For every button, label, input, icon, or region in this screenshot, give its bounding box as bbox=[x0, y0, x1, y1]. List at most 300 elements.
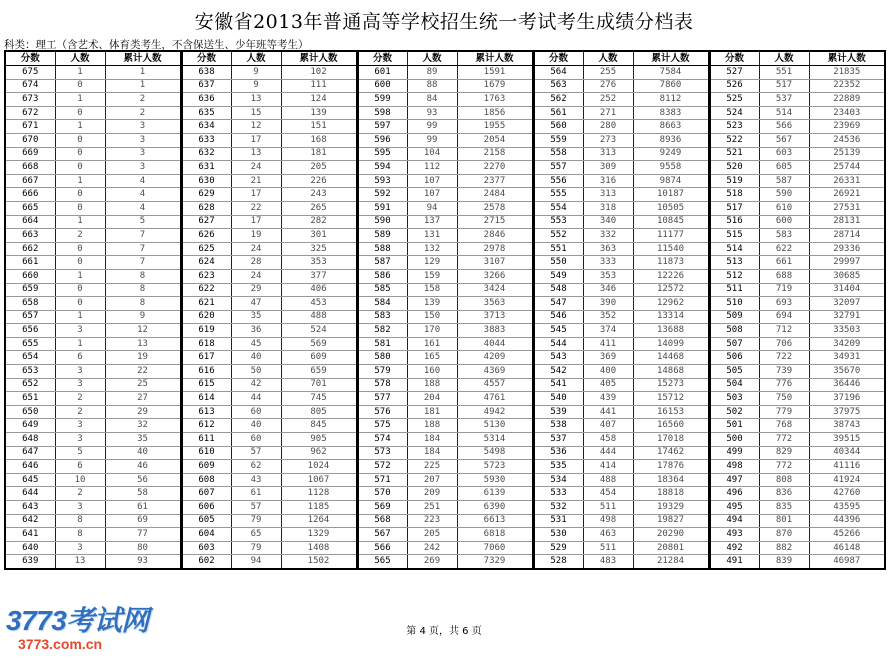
table-cell: 2377 bbox=[457, 174, 533, 188]
table-cell: 181 bbox=[407, 405, 457, 419]
table-cell: 9 bbox=[231, 79, 281, 93]
table-cell: 491 bbox=[709, 555, 759, 569]
table-cell: 522 bbox=[709, 133, 759, 147]
table-row bbox=[5, 541, 885, 555]
table-cell: 18818 bbox=[633, 487, 709, 501]
table-cell: 510 bbox=[709, 297, 759, 311]
table-cell: 24536 bbox=[809, 133, 885, 147]
table-cell: 4761 bbox=[457, 392, 533, 406]
table-row bbox=[5, 269, 885, 283]
table-cell: 511 bbox=[709, 283, 759, 297]
table-cell: 20290 bbox=[633, 528, 709, 542]
table-cell: 12226 bbox=[633, 269, 709, 283]
table-cell: 605 bbox=[181, 514, 231, 528]
table-cell: 514 bbox=[759, 106, 809, 120]
table-row bbox=[5, 297, 885, 311]
table-cell: 496 bbox=[709, 487, 759, 501]
table-cell: 60 bbox=[231, 405, 281, 419]
table-cell: 672 bbox=[5, 106, 55, 120]
table-cell: 325 bbox=[281, 242, 357, 256]
table-cell: 1128 bbox=[281, 487, 357, 501]
table-cell: 829 bbox=[759, 446, 809, 460]
table-cell: 441 bbox=[583, 405, 633, 419]
table-cell: 3 bbox=[55, 433, 105, 447]
table-cell: 523 bbox=[709, 120, 759, 134]
table-cell: 505 bbox=[709, 365, 759, 379]
table-cell: 1185 bbox=[281, 501, 357, 515]
table-cell: 5930 bbox=[457, 473, 533, 487]
table-cell: 29 bbox=[105, 405, 181, 419]
table-cell: 628 bbox=[181, 201, 231, 215]
table-cell: 205 bbox=[407, 528, 457, 542]
table-cell: 22889 bbox=[809, 93, 885, 107]
table-cell: 631 bbox=[181, 161, 231, 175]
table-cell: 14099 bbox=[633, 337, 709, 351]
table-cell: 4044 bbox=[457, 337, 533, 351]
table-body bbox=[5, 66, 885, 569]
table-cell: 586 bbox=[357, 269, 407, 283]
table-cell: 24 bbox=[231, 242, 281, 256]
logo-text: 3773考试网 bbox=[6, 605, 149, 636]
table-cell: 7860 bbox=[633, 79, 709, 93]
table-row bbox=[5, 351, 885, 365]
table-cell: 369 bbox=[583, 351, 633, 365]
table-row bbox=[5, 310, 885, 324]
table-cell: 102 bbox=[281, 66, 357, 80]
table-cell: 8 bbox=[55, 528, 105, 542]
table-cell: 10845 bbox=[633, 215, 709, 229]
table-cell: 551 bbox=[533, 242, 583, 256]
table-cell: 1856 bbox=[457, 106, 533, 120]
table-cell: 58 bbox=[105, 487, 181, 501]
table-cell: 739 bbox=[759, 365, 809, 379]
table-cell: 604 bbox=[181, 528, 231, 542]
table-cell: 280 bbox=[583, 120, 633, 134]
table-cell: 0 bbox=[55, 297, 105, 311]
table-cell: 251 bbox=[407, 501, 457, 515]
table-cell: 544 bbox=[533, 337, 583, 351]
table-cell: 492 bbox=[709, 541, 759, 555]
table-cell: 27 bbox=[105, 392, 181, 406]
table-cell: 530 bbox=[533, 528, 583, 542]
column-header: 分数 bbox=[5, 51, 55, 66]
table-cell: 0 bbox=[55, 133, 105, 147]
table-cell: 79 bbox=[231, 514, 281, 528]
table-cell: 572 bbox=[357, 460, 407, 474]
table-cell: 50 bbox=[231, 365, 281, 379]
table-cell: 7 bbox=[105, 242, 181, 256]
table-row bbox=[5, 501, 885, 515]
table-cell: 0 bbox=[55, 106, 105, 120]
table-cell: 542 bbox=[533, 365, 583, 379]
table-cell: 655 bbox=[5, 337, 55, 351]
table-cell: 610 bbox=[759, 201, 809, 215]
table-cell: 661 bbox=[5, 256, 55, 270]
table-cell: 0 bbox=[55, 79, 105, 93]
table-cell: 453 bbox=[281, 297, 357, 311]
table-cell: 3883 bbox=[457, 324, 533, 338]
table-cell: 444 bbox=[583, 446, 633, 460]
table-cell: 500 bbox=[709, 433, 759, 447]
table-cell: 656 bbox=[5, 324, 55, 338]
table-cell: 2 bbox=[105, 106, 181, 120]
table-cell: 1408 bbox=[281, 541, 357, 555]
table-cell: 620 bbox=[181, 310, 231, 324]
table-cell: 265 bbox=[281, 201, 357, 215]
table-cell: 621 bbox=[181, 297, 231, 311]
table-cell: 9249 bbox=[633, 147, 709, 161]
table-cell: 1067 bbox=[281, 473, 357, 487]
table-cell: 19 bbox=[231, 229, 281, 243]
table-cell: 12962 bbox=[633, 297, 709, 311]
table-row bbox=[5, 365, 885, 379]
table-cell: 139 bbox=[281, 106, 357, 120]
table-cell: 301 bbox=[281, 229, 357, 243]
table-cell: 650 bbox=[5, 405, 55, 419]
table-cell: 537 bbox=[533, 433, 583, 447]
table-cell: 524 bbox=[281, 324, 357, 338]
table-cell: 9 bbox=[231, 66, 281, 80]
table-cell: 276 bbox=[583, 79, 633, 93]
table-cell: 23969 bbox=[809, 120, 885, 134]
table-cell: 627 bbox=[181, 215, 231, 229]
table-cell: 2 bbox=[105, 93, 181, 107]
site-logo[interactable] bbox=[6, 606, 176, 666]
table-cell: 271 bbox=[583, 106, 633, 120]
table-cell: 503 bbox=[709, 392, 759, 406]
table-cell: 99 bbox=[407, 120, 457, 134]
table-cell: 539 bbox=[533, 405, 583, 419]
table-cell: 512 bbox=[709, 269, 759, 283]
table-cell: 0 bbox=[55, 147, 105, 161]
table-cell: 131 bbox=[407, 229, 457, 243]
table-cell: 12572 bbox=[633, 283, 709, 297]
table-cell: 111 bbox=[281, 79, 357, 93]
table-row bbox=[5, 419, 885, 433]
table-cell: 570 bbox=[357, 487, 407, 501]
table-cell: 660 bbox=[5, 269, 55, 283]
table-cell: 7 bbox=[105, 229, 181, 243]
table-row bbox=[5, 473, 885, 487]
table-cell: 24 bbox=[231, 269, 281, 283]
table-cell: 407 bbox=[583, 419, 633, 433]
table-cell: 534 bbox=[533, 473, 583, 487]
table-cell: 18364 bbox=[633, 473, 709, 487]
table-cell: 538 bbox=[533, 419, 583, 433]
table-cell: 406 bbox=[281, 283, 357, 297]
table-cell: 25744 bbox=[809, 161, 885, 175]
table-cell: 661 bbox=[759, 256, 809, 270]
table-row bbox=[5, 93, 885, 107]
table-cell: 663 bbox=[5, 229, 55, 243]
table-row bbox=[5, 487, 885, 501]
table-cell: 26331 bbox=[809, 174, 885, 188]
table-cell: 521 bbox=[709, 147, 759, 161]
table-cell: 353 bbox=[583, 269, 633, 283]
table-cell: 515 bbox=[709, 229, 759, 243]
table-row bbox=[5, 66, 885, 80]
table-cell: 600 bbox=[759, 215, 809, 229]
table-cell: 608 bbox=[181, 473, 231, 487]
table-cell: 46 bbox=[105, 460, 181, 474]
table-cell: 29 bbox=[231, 283, 281, 297]
table-cell: 638 bbox=[181, 66, 231, 80]
table-cell: 43595 bbox=[809, 501, 885, 515]
table-cell: 36 bbox=[231, 324, 281, 338]
table-cell: 3563 bbox=[457, 297, 533, 311]
table-cell: 5 bbox=[55, 446, 105, 460]
table-cell: 22 bbox=[231, 201, 281, 215]
table-cell: 33503 bbox=[809, 324, 885, 338]
table-cell: 6139 bbox=[457, 487, 533, 501]
table-row bbox=[5, 79, 885, 93]
table-cell: 1024 bbox=[281, 460, 357, 474]
table-cell: 9874 bbox=[633, 174, 709, 188]
table-cell: 0 bbox=[55, 283, 105, 297]
table-cell: 623 bbox=[181, 269, 231, 283]
table-cell: 587 bbox=[357, 256, 407, 270]
column-header: 人数 bbox=[759, 51, 809, 66]
table-cell: 610 bbox=[181, 446, 231, 460]
logo-url: 3773.com.cn bbox=[18, 636, 103, 652]
table-cell: 750 bbox=[759, 392, 809, 406]
table-cell: 313 bbox=[583, 147, 633, 161]
table-cell: 1264 bbox=[281, 514, 357, 528]
table-cell: 31404 bbox=[809, 283, 885, 297]
table-cell: 414 bbox=[583, 460, 633, 474]
table-cell: 2 bbox=[55, 392, 105, 406]
table-cell: 701 bbox=[281, 378, 357, 392]
table-cell: 590 bbox=[357, 215, 407, 229]
table-cell: 8383 bbox=[633, 106, 709, 120]
table-cell: 13 bbox=[231, 93, 281, 107]
table-cell: 37975 bbox=[809, 405, 885, 419]
table-cell: 25139 bbox=[809, 147, 885, 161]
table-cell: 719 bbox=[759, 283, 809, 297]
table-cell: 577 bbox=[357, 392, 407, 406]
table-cell: 17 bbox=[231, 133, 281, 147]
table-cell: 514 bbox=[709, 242, 759, 256]
table-cell: 29997 bbox=[809, 256, 885, 270]
table-cell: 1 bbox=[55, 269, 105, 283]
table-cell: 637 bbox=[181, 79, 231, 93]
table-cell: 36446 bbox=[809, 378, 885, 392]
table-cell: 352 bbox=[583, 310, 633, 324]
table-cell: 3107 bbox=[457, 256, 533, 270]
table-cell: 13 bbox=[55, 555, 105, 569]
table-cell: 3 bbox=[55, 541, 105, 555]
table-cell: 595 bbox=[357, 147, 407, 161]
table-row bbox=[5, 201, 885, 215]
table-cell: 4942 bbox=[457, 405, 533, 419]
table-cell: 808 bbox=[759, 473, 809, 487]
table-row bbox=[5, 120, 885, 134]
table-cell: 666 bbox=[5, 188, 55, 202]
table-cell: 15 bbox=[231, 106, 281, 120]
table-cell: 558 bbox=[533, 147, 583, 161]
table-cell: 16560 bbox=[633, 419, 709, 433]
table-cell: 79 bbox=[231, 541, 281, 555]
table-cell: 6818 bbox=[457, 528, 533, 542]
table-cell: 589 bbox=[357, 229, 407, 243]
table-cell: 497 bbox=[709, 473, 759, 487]
table-cell: 8112 bbox=[633, 93, 709, 107]
table-cell: 590 bbox=[759, 188, 809, 202]
table-cell: 528 bbox=[533, 555, 583, 569]
table-cell: 34209 bbox=[809, 337, 885, 351]
table-cell: 598 bbox=[357, 106, 407, 120]
table-cell: 779 bbox=[759, 405, 809, 419]
table-cell: 2054 bbox=[457, 133, 533, 147]
table-cell: 17 bbox=[231, 188, 281, 202]
table-cell: 506 bbox=[709, 351, 759, 365]
table-cell: 34931 bbox=[809, 351, 885, 365]
table-cell: 112 bbox=[407, 161, 457, 175]
table-cell: 11873 bbox=[633, 256, 709, 270]
table-cell: 614 bbox=[181, 392, 231, 406]
table-cell: 17018 bbox=[633, 433, 709, 447]
table-cell: 706 bbox=[759, 337, 809, 351]
table-cell: 611 bbox=[181, 433, 231, 447]
table-cell: 41116 bbox=[809, 460, 885, 474]
table-cell: 668 bbox=[5, 161, 55, 175]
table-cell: 962 bbox=[281, 446, 357, 460]
page-number: 第 4 页，共 6 页 bbox=[406, 626, 482, 637]
table-cell: 223 bbox=[407, 514, 457, 528]
table-cell: 563 bbox=[533, 79, 583, 93]
table-cell: 654 bbox=[5, 351, 55, 365]
table-cell: 14868 bbox=[633, 365, 709, 379]
table-cell: 546 bbox=[533, 310, 583, 324]
table-cell: 675 bbox=[5, 66, 55, 80]
table-cell: 641 bbox=[5, 528, 55, 542]
table-cell: 603 bbox=[181, 541, 231, 555]
table-cell: 5130 bbox=[457, 419, 533, 433]
table-cell: 613 bbox=[181, 405, 231, 419]
table-cell: 28131 bbox=[809, 215, 885, 229]
table-cell: 184 bbox=[407, 446, 457, 460]
table-cell: 712 bbox=[759, 324, 809, 338]
table-cell: 24 bbox=[231, 161, 281, 175]
table-cell: 5723 bbox=[457, 460, 533, 474]
table-cell: 592 bbox=[357, 188, 407, 202]
table-cell: 625 bbox=[181, 242, 231, 256]
table-cell: 400 bbox=[583, 365, 633, 379]
table-cell: 517 bbox=[709, 201, 759, 215]
table-cell: 517 bbox=[759, 79, 809, 93]
table-cell: 377 bbox=[281, 269, 357, 283]
table-cell: 88 bbox=[407, 79, 457, 93]
table-cell: 137 bbox=[407, 215, 457, 229]
table-cell: 1 bbox=[55, 310, 105, 324]
table-cell: 566 bbox=[357, 541, 407, 555]
table-row bbox=[5, 188, 885, 202]
table-cell: 2158 bbox=[457, 147, 533, 161]
table-cell: 181 bbox=[281, 147, 357, 161]
table-cell: 674 bbox=[5, 79, 55, 93]
table-cell: 93 bbox=[105, 555, 181, 569]
table-cell: 669 bbox=[5, 147, 55, 161]
table-cell: 835 bbox=[759, 501, 809, 515]
table-cell: 1502 bbox=[281, 555, 357, 569]
table-row bbox=[5, 147, 885, 161]
table-cell: 527 bbox=[709, 66, 759, 80]
table-cell: 4209 bbox=[457, 351, 533, 365]
column-header: 累计人数 bbox=[633, 51, 709, 66]
table-cell: 665 bbox=[5, 201, 55, 215]
table-cell: 617 bbox=[181, 351, 231, 365]
table-cell: 571 bbox=[357, 473, 407, 487]
table-cell: 642 bbox=[5, 514, 55, 528]
table-cell: 21 bbox=[231, 174, 281, 188]
table-cell: 3713 bbox=[457, 310, 533, 324]
table-cell: 559 bbox=[533, 133, 583, 147]
table-row bbox=[5, 229, 885, 243]
table-cell: 1 bbox=[105, 66, 181, 80]
table-cell: 651 bbox=[5, 392, 55, 406]
table-cell: 673 bbox=[5, 93, 55, 107]
table-cell: 575 bbox=[357, 419, 407, 433]
header-row bbox=[5, 51, 885, 66]
table-cell: 13688 bbox=[633, 324, 709, 338]
table-cell: 584 bbox=[357, 297, 407, 311]
table-cell: 374 bbox=[583, 324, 633, 338]
table-cell: 316 bbox=[583, 174, 633, 188]
column-header: 累计人数 bbox=[457, 51, 533, 66]
column-header: 分数 bbox=[533, 51, 583, 66]
table-cell: 3 bbox=[105, 147, 181, 161]
table-cell: 21835 bbox=[809, 66, 885, 80]
table-cell: 42760 bbox=[809, 487, 885, 501]
table-cell: 207 bbox=[407, 473, 457, 487]
table-cell: 160 bbox=[407, 365, 457, 379]
table-cell: 4 bbox=[105, 174, 181, 188]
table-cell: 3 bbox=[55, 378, 105, 392]
table-cell: 525 bbox=[709, 93, 759, 107]
table-cell: 667 bbox=[5, 174, 55, 188]
table-cell: 3 bbox=[55, 324, 105, 338]
table-cell: 8 bbox=[105, 297, 181, 311]
table-cell: 255 bbox=[583, 66, 633, 80]
table-cell: 405 bbox=[583, 378, 633, 392]
table-cell: 565 bbox=[357, 555, 407, 569]
column-header: 累计人数 bbox=[809, 51, 885, 66]
table-cell: 622 bbox=[759, 242, 809, 256]
table-cell: 19329 bbox=[633, 501, 709, 515]
table-cell: 5498 bbox=[457, 446, 533, 460]
table-cell: 2270 bbox=[457, 161, 533, 175]
table-cell: 458 bbox=[583, 433, 633, 447]
table-cell: 768 bbox=[759, 419, 809, 433]
table-cell: 309 bbox=[583, 161, 633, 175]
table-cell: 622 bbox=[181, 283, 231, 297]
table-cell: 69 bbox=[105, 514, 181, 528]
column-header: 累计人数 bbox=[105, 51, 181, 66]
table-cell: 14468 bbox=[633, 351, 709, 365]
table-cell: 46987 bbox=[809, 555, 885, 569]
table-cell: 640 bbox=[5, 541, 55, 555]
table-cell: 184 bbox=[407, 433, 457, 447]
table-row bbox=[5, 324, 885, 338]
table-cell: 599 bbox=[357, 93, 407, 107]
table-cell: 26921 bbox=[809, 188, 885, 202]
table-cell: 57 bbox=[231, 446, 281, 460]
table-cell: 585 bbox=[357, 283, 407, 297]
table-cell: 44396 bbox=[809, 514, 885, 528]
table-cell: 597 bbox=[357, 120, 407, 134]
table-cell: 609 bbox=[281, 351, 357, 365]
table-cell: 124 bbox=[281, 93, 357, 107]
